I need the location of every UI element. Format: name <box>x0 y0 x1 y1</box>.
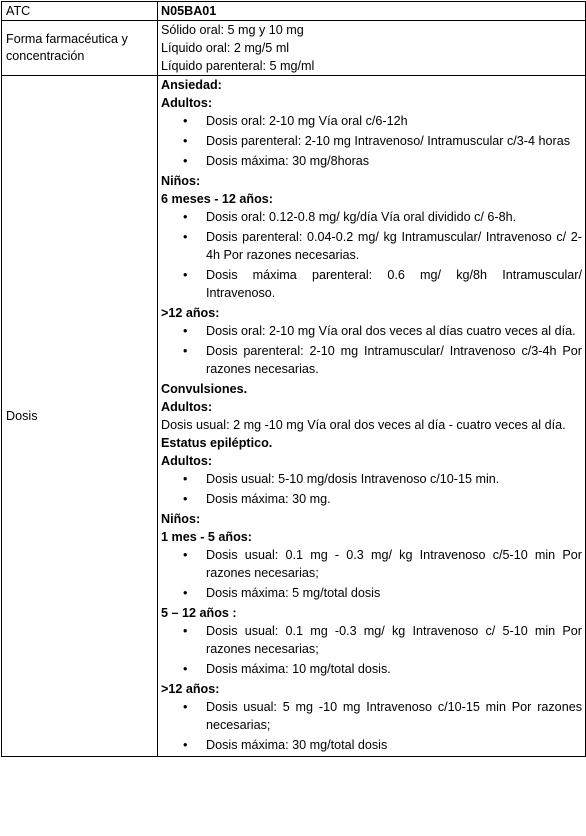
forma-line: Sólido oral: 5 mg y 10 mg <box>161 23 304 37</box>
forma-row <box>2 21 586 76</box>
drug-info-table <box>1 1 586 757</box>
list-item: • Dosis usual: 0.1 mg - 0.3 mg/ kg Intravenoso c/5-10 min Por razones necesarias; <box>183 546 582 582</box>
dose-text: Dosis usual: 2 mg -10 mg Vía oral dos veces al día - cuatro veces al día. <box>161 418 566 432</box>
list-item: • Dosis usual: 5 mg -10 mg Intravenoso c/10-15 min Por razones necesarias; <box>183 698 582 734</box>
age-heading: 5 – 12 años : <box>161 606 237 620</box>
list-item: • Dosis máxima: 5 mg/total dosis <box>183 584 582 602</box>
dose-list <box>161 698 582 754</box>
section-heading: Estatus epiléptico. <box>161 436 273 450</box>
atc-row <box>2 2 586 21</box>
age-heading: >12 años: <box>161 682 220 696</box>
group-heading: Adultos: <box>161 454 213 468</box>
dose-list <box>161 546 582 602</box>
dose-list <box>161 622 582 678</box>
forma-line: Líquido parenteral: 5 mg/ml <box>161 59 315 73</box>
dose-list <box>161 208 582 302</box>
forma-value <box>158 21 586 76</box>
list-item: • Dosis parenteral: 2-10 mg Intravenoso/ Intramuscular c/3-4 horas <box>183 132 582 150</box>
list-item: • Dosis oral: 2-10 mg Vía oral dos veces al días cuatro veces al día. <box>183 322 582 340</box>
list-item: • Dosis máxima: 30 mg/total dosis <box>183 736 582 754</box>
dose-list <box>161 112 582 170</box>
list-item: • Dosis parenteral: 0.04-0.2 mg/ kg Intramuscular/ Intravenoso c/ 2-4h Por razones necesarias. <box>183 228 582 264</box>
dosis-label: Dosis <box>2 76 158 757</box>
dosis-row <box>2 76 586 757</box>
age-heading: 1 mes - 5 años: <box>161 530 252 544</box>
dosis-value <box>158 76 586 757</box>
group-heading: Adultos: <box>161 400 213 414</box>
dose-list <box>161 470 582 508</box>
age-heading: 6 meses - 12 años: <box>161 192 274 206</box>
list-item: • Dosis parenteral: 2-10 mg Intramuscular/ Intravenoso c/3-4h Por razones necesarias. <box>183 342 582 378</box>
list-item: • Dosis máxima: 30 mg/8horas <box>183 152 582 170</box>
list-item: • Dosis máxima parenteral: 0.6 mg/ kg/8h Intramuscular/ Intravenoso. <box>183 266 582 302</box>
age-heading: >12 años: <box>161 306 220 320</box>
list-item: • Dosis oral: 0.12-0.8 mg/ kg/día Vía oral dividido c/ 6-8h. <box>183 208 582 226</box>
dose-list <box>161 322 582 378</box>
group-heading: Niños: <box>161 512 201 526</box>
atc-value: N05BA01 <box>158 2 586 21</box>
atc-label: ATC <box>2 2 158 21</box>
list-item: • Dosis máxima: 30 mg. <box>183 490 582 508</box>
section-heading: Ansiedad: <box>161 78 222 92</box>
section-heading: Convulsiones. <box>161 382 248 396</box>
forma-line: Líquido oral: 2 mg/5 ml <box>161 41 290 55</box>
list-item: • Dosis usual: 0.1 mg -0.3 mg/ kg Intravenoso c/ 5-10 min Por razones necesarias; <box>183 622 582 658</box>
list-item: • Dosis máxima: 10 mg/total dosis. <box>183 660 582 678</box>
forma-label: Forma farmacéutica y concentración <box>2 21 158 76</box>
group-heading: Niños: <box>161 174 201 188</box>
list-item: • Dosis usual: 5-10 mg/dosis Intravenoso c/10-15 min. <box>183 470 582 488</box>
list-item: • Dosis oral: 2-10 mg Vía oral c/6-12h <box>183 112 582 130</box>
group-heading: Adultos: <box>161 96 213 110</box>
